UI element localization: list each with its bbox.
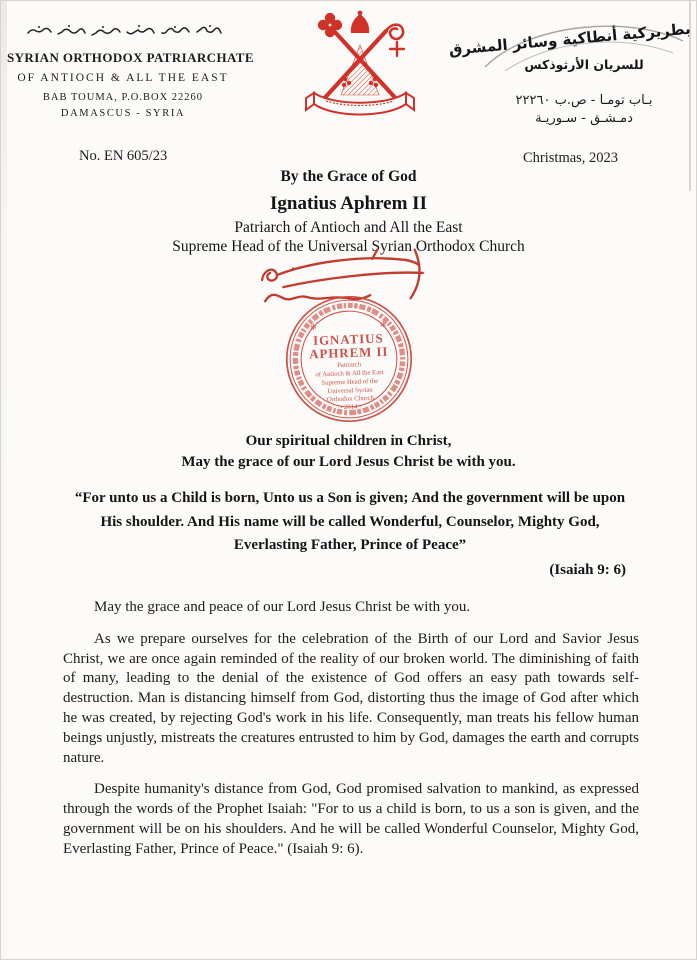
patriarch-title-2: Supreme Head of the Universal Syrian Orthodox Church: [172, 238, 525, 255]
seal-name-1: IGNATIUS: [312, 330, 384, 348]
seal-year: - 2014 -: [339, 403, 362, 412]
seal-name-2: APHREM II: [308, 343, 389, 362]
body-paragraph-2: As we prepare ourselves for the celebration of the Birth of our Lord and Savior Jesus Christ, we are once again reminded of the reality of our broken world. The diminishing of faith of many, leading to the denial of the existence of God offers an easy path towards self-destruction. Man is distancing himself from God, distorting thus the image of God after which he was created, by rejecting God's work in his life. Consequently, man treats his fellow human beings unjustly, mistreats the creatures entrusted to him by God, damages the earth and corrupts nature.: [63, 630, 639, 766]
address-line-2: DAMASCUS - SYRIA: [60, 108, 186, 119]
org-name: SYRIAN ORTHODOX PATRIARCHATE: [7, 50, 254, 65]
arabic-address-line-2: دمـشـق - سـوريـة: [535, 111, 633, 126]
body-paragraph-3: Despite humanity's distance from God, God promised salvation to mankind, as expressed through the words of the Prophet Isaiah: "For to us a child is born, to us a son is given, and the government will be on his shoulders. And he will be called Wonderful Counselor, Mighty God, Everlasting Father, Prince of Peace." (Isaiah 9: 6).: [63, 781, 639, 857]
seal-title-4: Universal Syrian: [327, 386, 373, 396]
org-subtitle: OF ANTIOCH & ALL THE EAST: [17, 72, 229, 84]
seal-title-1: Patriarch: [337, 361, 362, 370]
letterhead-left: [7, 21, 254, 119]
calligraphy-line-2: للسريان الأرثوذكس: [524, 57, 644, 72]
seal-title-5: Orthodox Church: [326, 394, 375, 404]
seal-star-left: ✻: [310, 322, 317, 332]
letterhead-right: [448, 11, 692, 126]
arabic-calligraphy: [448, 11, 692, 87]
scripture-reference: (Isaiah 9: 6): [549, 562, 626, 578]
seal-star-right: ✻: [379, 320, 387, 330]
scan-edge-left: [1, 1, 7, 959]
syriac-script-line-icon: [17, 21, 229, 41]
reference-number: No. EN 605/23: [79, 148, 168, 164]
patriarch-name: Ignatius Aphrem II: [270, 193, 427, 214]
seal-title-2: of Antioch & All the East: [315, 369, 384, 379]
seal-title-3: Supreme Head of the: [321, 377, 379, 387]
letter-date: Christmas, 2023: [523, 150, 619, 166]
address-line-1: BAB TOUMA, P.O.BOX 22260: [42, 92, 204, 103]
grace-line: By the Grace of God: [280, 168, 417, 185]
calligraphy-line-1: بطريركية أنطاكية وسائر المشرق: [448, 19, 692, 59]
letter-body: [63, 598, 639, 860]
salutation-line-1: Our spiritual children in Christ,: [245, 433, 452, 449]
letter-heading: [1, 168, 696, 256]
arabic-address-line-1: بـاب تومـا - ص.ب ٢٢٢٦٠: [515, 93, 653, 108]
patriarch-title-1: Patriarch of Antioch and All the East: [234, 219, 463, 236]
patriarchal-seal: [280, 290, 419, 429]
patriarchate-crest-icon: [300, 9, 420, 123]
body-paragraph-1: May the grace and peace of our Lord Jesus Christ be with you.: [94, 599, 471, 615]
salutation-line-2: May the grace of our Lord Jesus Christ be with you.: [181, 454, 516, 470]
salutation: [1, 431, 696, 473]
scripture-quote: “For unto us a Child is born, Unto us a Son is given; And the government will be upon His shoulder. And His name will be called Wonderful, Counselor, Mighty God, Everlasting Father, Prince of Peace”: [74, 490, 626, 553]
